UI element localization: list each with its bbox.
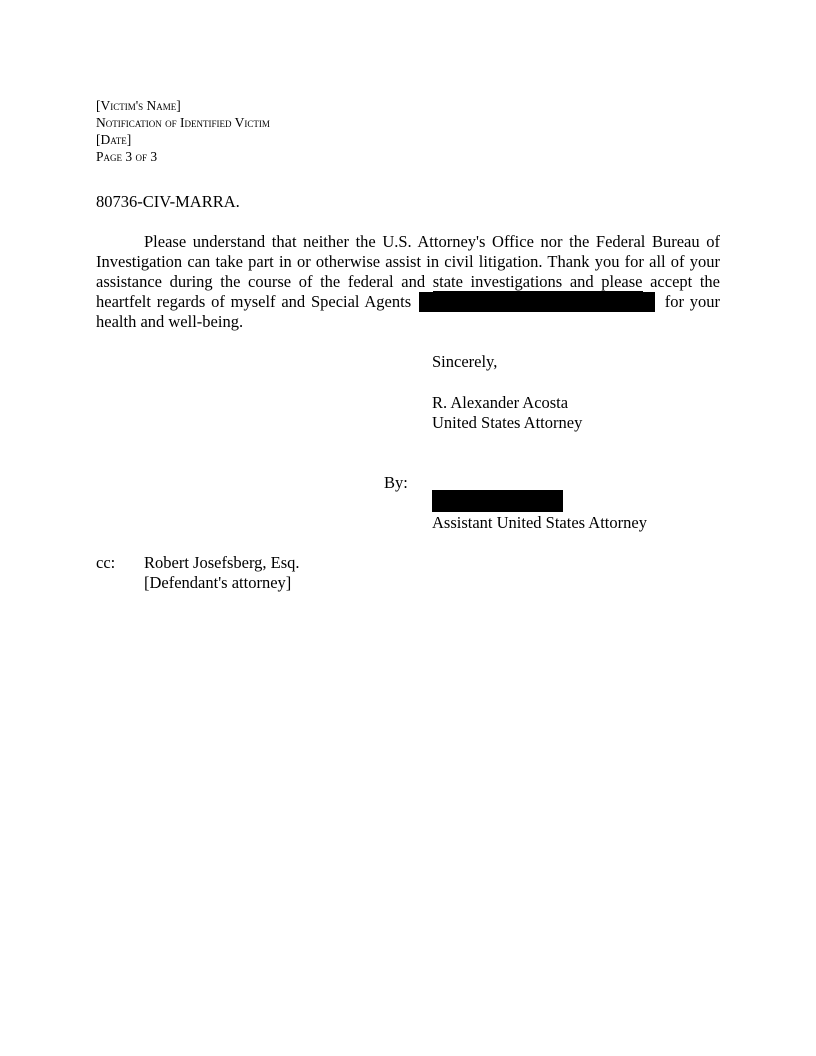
header-victim-name: [Victim's Name] bbox=[96, 98, 181, 113]
paragraph-text-3: for your health and well-being. bbox=[96, 292, 721, 331]
letter-header bbox=[96, 97, 270, 165]
paragraph-text-2: accept the heartfelt regards of myself and Special Agents bbox=[96, 272, 721, 311]
cc-recipients bbox=[144, 553, 300, 593]
signature-block bbox=[432, 393, 582, 433]
header-date: [Date] bbox=[96, 132, 132, 147]
paragraph-underlined-text: state investigations and please bbox=[432, 272, 643, 291]
cc-recipient: Robert Josefsberg, Esq. bbox=[144, 553, 300, 572]
paragraph-text-1: Please understand that neither the U.S. Attorney's Office nor the Federal Bureau of Investigation can take part in or otherwise assist in civil litigation. Thank you for all of your assistance during the course of the federal and bbox=[96, 232, 720, 291]
ausa-title: Assistant United States Attorney bbox=[432, 513, 647, 532]
case-number: 80736-CIV-MARRA. bbox=[96, 192, 240, 211]
redacted-signature bbox=[432, 490, 563, 512]
header-page-number: Page 3 of 3 bbox=[96, 149, 158, 164]
redacted-agent-names bbox=[419, 292, 655, 312]
closing-salutation: Sincerely, bbox=[432, 352, 498, 371]
cc-label: cc: bbox=[96, 553, 116, 572]
cc-recipient-note: [Defendant's attorney] bbox=[144, 573, 292, 592]
signer-title: United States Attorney bbox=[432, 413, 583, 432]
header-notification: Notification of Identified Victim bbox=[96, 115, 270, 130]
by-label: By: bbox=[384, 473, 408, 492]
body-paragraph bbox=[96, 232, 720, 332]
signer-name: R. Alexander Acosta bbox=[432, 393, 569, 412]
